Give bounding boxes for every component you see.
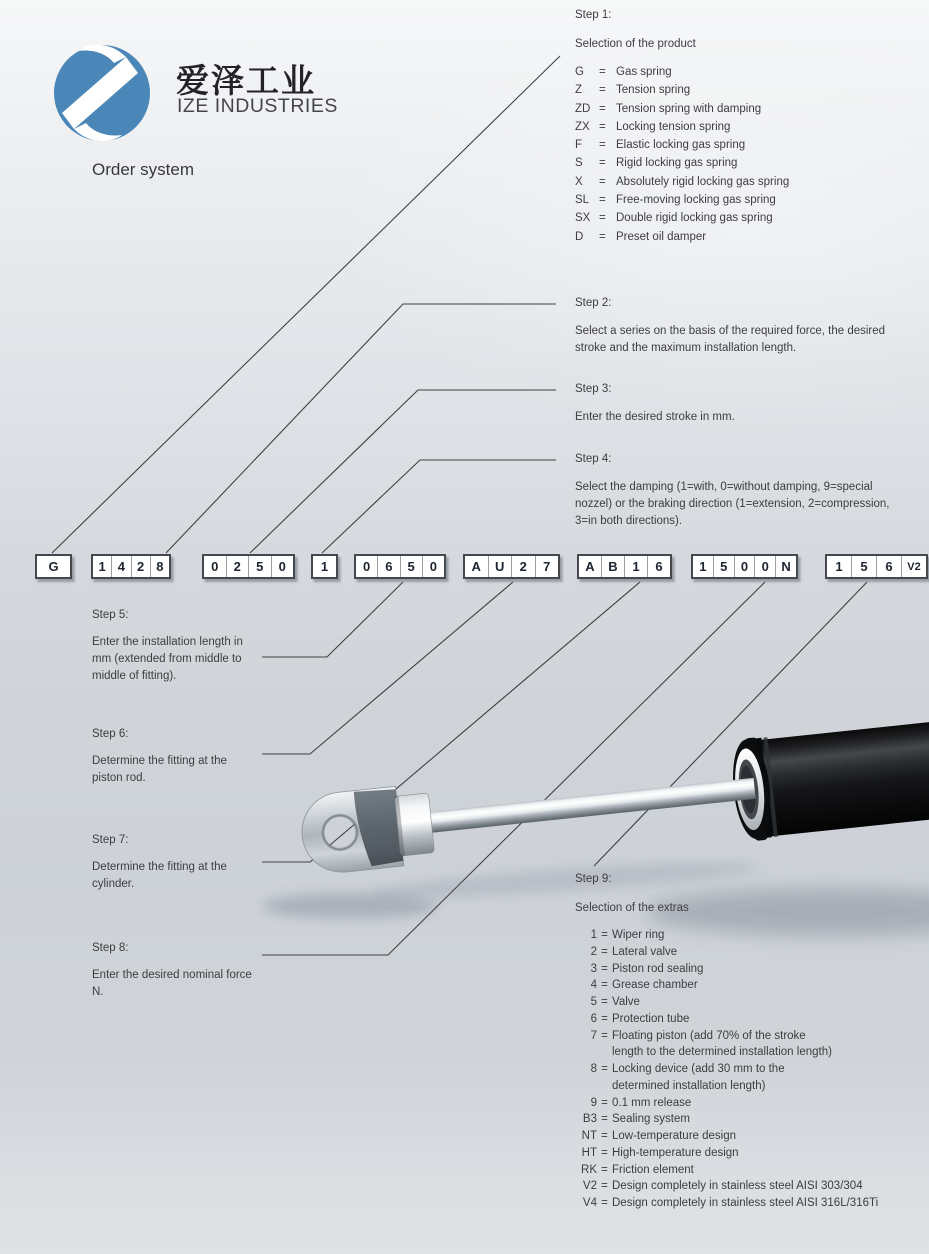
item-code: 1	[590, 929, 597, 941]
code-cell: 2	[226, 556, 249, 577]
item-eq: =	[601, 996, 608, 1008]
step-body: Determine the fitting at the cylinder.	[92, 861, 227, 890]
code-segment-rod-fitting	[463, 554, 560, 579]
code-cell: 0	[734, 556, 755, 577]
item-text: Locking tension spring	[616, 120, 731, 133]
step-subtitle: Selection of the product	[575, 38, 696, 50]
item-eq: =	[599, 230, 606, 243]
item-code: ZD	[575, 102, 591, 115]
item-text: Valve	[612, 996, 640, 1008]
item-text: Absolutely rigid locking gas spring	[616, 175, 790, 188]
item-code: D	[575, 230, 584, 243]
step-body: Select a series on the basis of the required force, the desired stroke and the maximum installation length.	[575, 325, 886, 354]
list-item	[575, 154, 915, 172]
item-eq: =	[601, 1113, 608, 1126]
step-7-block	[92, 833, 242, 893]
code-cell: 1	[624, 556, 647, 577]
item-text: Tension spring	[616, 84, 691, 97]
code-cell: 0	[363, 559, 371, 574]
cylinder	[728, 716, 929, 843]
item-text: Locking device (add 30 mm to the	[612, 1063, 785, 1075]
ize-logo	[52, 43, 152, 143]
item-text: 0.1 mm release	[612, 1096, 692, 1109]
code-cell: 0	[422, 556, 444, 577]
item-code	[575, 1078, 597, 1095]
code-cell: 0	[754, 556, 775, 577]
code-cell: 1	[835, 559, 843, 574]
item-code: 6	[590, 1012, 597, 1025]
code-cell: 1	[320, 559, 329, 574]
step-body: Select the damping (1=with, 0=without damping, 9=special nozzel) or the braking direction (1=extension, 2=compression, 3=in both directions).	[575, 481, 890, 527]
list-item	[575, 1061, 925, 1078]
list-item	[575, 1178, 925, 1195]
item-text: Floating piston (add 70% of the stroke	[612, 1029, 806, 1042]
item-eq	[597, 1044, 612, 1061]
item-code: V4	[582, 1197, 597, 1209]
list-item	[575, 173, 915, 191]
step-3-block	[575, 382, 897, 426]
code-cell: 5	[851, 556, 876, 577]
list-item	[575, 228, 915, 246]
item-text: Design completely in stainless steel AISI 303/304	[612, 1180, 863, 1193]
piston-rod	[427, 778, 755, 833]
code-cell: B	[601, 556, 624, 577]
extras-list	[575, 927, 925, 1212]
item-text: Sealing system	[612, 1113, 690, 1126]
code-cell: 5	[713, 556, 734, 577]
step-body: Enter the installation length in mm (extended from middle to middle of fitting).	[92, 636, 243, 682]
item-code: V2	[582, 1180, 597, 1193]
code-cell: 7	[535, 556, 559, 577]
item-text: Wiper ring	[612, 929, 665, 941]
leader-step4	[322, 460, 556, 553]
product-code-list	[575, 63, 915, 246]
code-segment-stroke	[202, 554, 295, 579]
code-cell: 6	[876, 556, 901, 577]
code-segment-series	[91, 554, 171, 579]
step-title: Step 2:	[575, 297, 612, 309]
leader-step6	[262, 582, 513, 754]
item-code: RK	[581, 1163, 597, 1176]
item-code: G	[575, 66, 584, 78]
item-eq: =	[599, 84, 606, 97]
step-1-block	[575, 8, 915, 246]
list-item	[575, 118, 915, 136]
list-item	[575, 81, 915, 99]
item-text: Elastic locking gas spring	[616, 139, 746, 152]
item-eq: =	[601, 979, 608, 992]
item-text: Friction element	[612, 1163, 694, 1176]
step-body: Enter the desired stroke in mm.	[575, 411, 735, 423]
item-text: Piston rod sealing	[612, 962, 704, 975]
item-code: 2	[590, 945, 597, 958]
item-text: Double rigid locking gas spring	[616, 212, 773, 225]
item-eq	[597, 1078, 612, 1095]
item-eq: =	[599, 66, 606, 78]
item-eq: =	[601, 945, 608, 958]
code-cell: 5	[248, 556, 271, 577]
leader-step5	[262, 582, 403, 657]
code-cell: 5	[400, 556, 422, 577]
list-item	[575, 1078, 925, 1095]
code-cell: N	[775, 556, 796, 577]
code-cell: A	[471, 559, 481, 574]
list-item	[575, 927, 925, 944]
item-eq: =	[601, 1180, 608, 1193]
code-segment-product	[35, 554, 72, 579]
item-code: SX	[575, 212, 591, 225]
item-text: Rigid locking gas spring	[616, 157, 738, 170]
code-cell: 8	[150, 556, 169, 577]
code-cell: 6	[647, 556, 670, 577]
brand-name-en: IZE INDUSTRIES	[177, 95, 338, 117]
item-code: F	[575, 139, 583, 152]
step-4-block	[575, 452, 907, 530]
code-cell: 1	[98, 559, 106, 574]
item-text: length to the determined installation length)	[612, 1046, 832, 1059]
item-text: Protection tube	[612, 1012, 690, 1025]
list-item	[575, 1145, 925, 1162]
list-item	[575, 1095, 925, 1112]
item-eq: =	[599, 212, 606, 225]
item-code: 4	[590, 979, 597, 992]
list-item	[575, 1011, 925, 1028]
item-text: determined installation length)	[612, 1079, 766, 1092]
code-cell: 0	[211, 559, 219, 574]
item-eq: =	[599, 157, 606, 170]
step-9-block	[575, 872, 925, 1212]
step-title: Step 5:	[92, 609, 129, 621]
step-title: Step 8:	[92, 942, 129, 954]
brand-name-cn: 爱泽工业	[176, 62, 316, 99]
item-code: 8	[590, 1063, 597, 1075]
list-item	[575, 136, 915, 154]
item-code: NT	[581, 1130, 597, 1142]
step-title: Step 6:	[92, 728, 129, 740]
step-title: Step 7:	[92, 834, 129, 846]
code-cell: 0	[271, 556, 294, 577]
item-text: Gas spring	[616, 66, 672, 78]
item-code: 5	[590, 996, 597, 1008]
step-subtitle: Selection of the extras	[575, 902, 689, 914]
item-code: X	[575, 175, 583, 188]
item-eq: =	[601, 1130, 608, 1142]
item-text: Lateral valve	[612, 945, 678, 958]
code-cell: A	[585, 559, 595, 574]
item-eq: =	[599, 175, 606, 188]
code-segment-cylinder-fitting	[577, 554, 672, 579]
step-8-block	[92, 941, 254, 1001]
code-segment-nominal-force	[691, 554, 798, 579]
code-segment-extras	[825, 554, 928, 579]
item-code: Z	[575, 84, 583, 97]
item-eq: =	[601, 1012, 608, 1025]
page-title: Order system	[92, 160, 195, 179]
list-item	[575, 1044, 925, 1061]
list-item	[575, 961, 925, 978]
code-cell: 6	[377, 556, 399, 577]
code-cell: V2	[901, 556, 926, 577]
step-body: Determine the fitting at the piston rod.	[92, 755, 227, 784]
list-item	[575, 1162, 925, 1179]
item-eq: =	[601, 1163, 608, 1176]
item-eq: =	[601, 1063, 608, 1075]
item-code	[575, 1044, 597, 1061]
item-code: SL	[575, 194, 590, 207]
step-body: Enter the desired nominal force N.	[92, 969, 252, 998]
list-item	[575, 994, 925, 1011]
code-cell: 4	[111, 556, 130, 577]
list-item	[575, 191, 915, 209]
item-text: Low-temperature design	[612, 1130, 737, 1142]
item-text: Design completely in stainless steel AISI 316L/316Ti	[612, 1197, 879, 1209]
list-item	[575, 1111, 925, 1128]
item-code: S	[575, 157, 583, 170]
step-title: Step 9:	[575, 873, 612, 885]
item-eq: =	[601, 929, 608, 941]
list-item	[575, 209, 915, 227]
step-5-block	[92, 608, 264, 684]
item-code: HT	[581, 1146, 597, 1159]
list-item	[575, 977, 925, 994]
item-code: 9	[590, 1096, 597, 1109]
item-eq: =	[601, 1146, 608, 1159]
step-title: Step 1:	[575, 9, 612, 21]
item-eq: =	[599, 194, 606, 207]
code-cell: U	[488, 556, 512, 577]
list-item	[575, 100, 915, 118]
item-eq: =	[601, 1197, 608, 1209]
list-item	[575, 63, 915, 81]
item-eq: =	[601, 962, 608, 975]
item-eq: =	[601, 1096, 608, 1109]
item-eq: =	[599, 120, 606, 133]
list-item	[575, 944, 925, 961]
eyelet-fitting	[298, 783, 436, 876]
item-eq: =	[601, 1029, 608, 1042]
item-code: ZX	[575, 120, 590, 133]
item-text: High-temperature design	[612, 1146, 739, 1159]
item-text: Grease chamber	[612, 979, 698, 992]
list-item	[575, 1195, 925, 1212]
code-segment-damping	[311, 554, 338, 579]
step-2-block	[575, 296, 897, 357]
eyelet-hole	[321, 814, 358, 851]
code-cell: 2	[511, 556, 535, 577]
code-cell: 1	[699, 559, 707, 574]
leader-step3	[250, 390, 556, 553]
code-segment-installation-length	[354, 554, 446, 579]
step-title: Step 3:	[575, 383, 612, 395]
item-code: 3	[590, 962, 597, 975]
code-cell: G	[48, 559, 59, 574]
item-eq: =	[599, 139, 606, 152]
item-text: Free-moving locking gas spring	[616, 194, 776, 207]
item-eq: =	[599, 102, 606, 115]
item-text: Preset oil damper	[616, 230, 707, 243]
code-cell: 2	[131, 556, 150, 577]
item-code: B3	[582, 1113, 597, 1126]
list-item	[575, 1128, 925, 1145]
step-title: Step 4:	[575, 453, 612, 465]
item-code: 7	[590, 1029, 597, 1042]
list-item	[575, 1028, 925, 1045]
step-6-block	[92, 727, 250, 787]
item-text: Tension spring with damping	[616, 102, 762, 115]
